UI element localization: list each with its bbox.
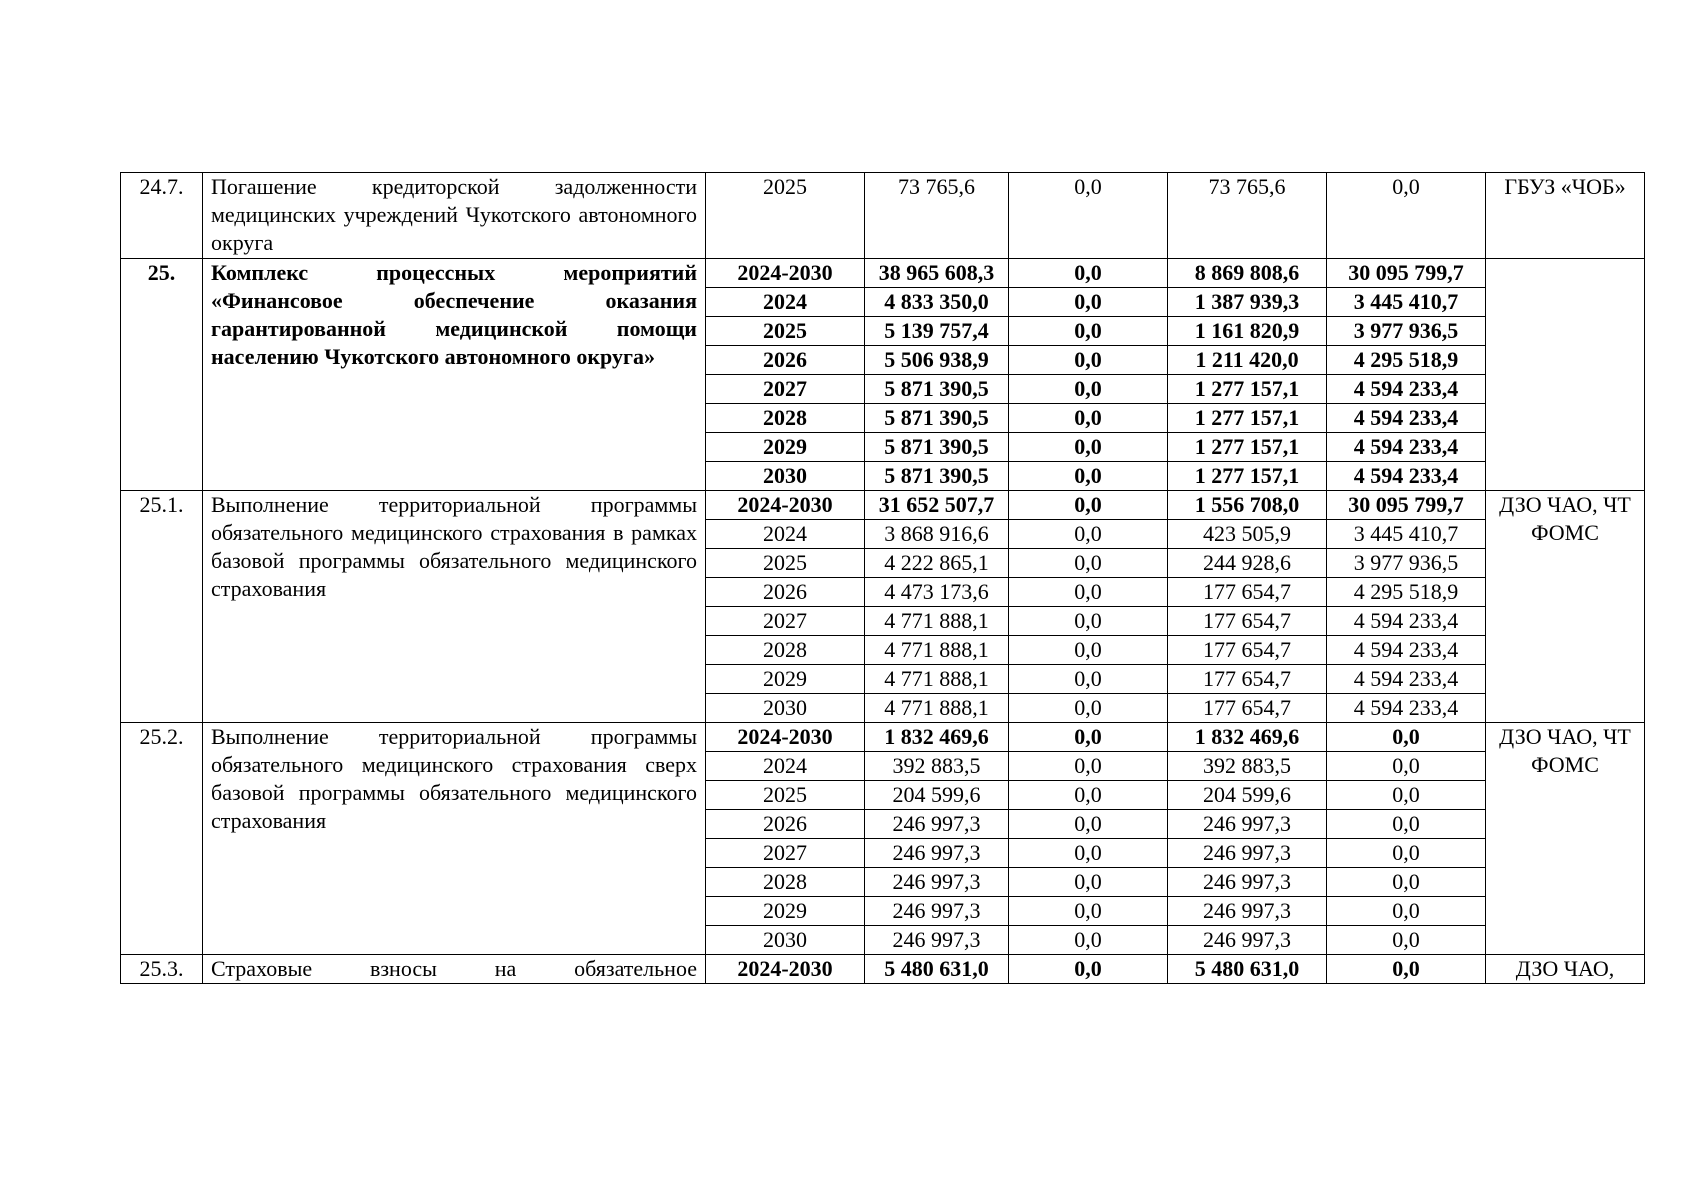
row-number: 25.1. (121, 491, 203, 723)
value-cell: 1 277 157,1 (1168, 433, 1327, 462)
value-cell: 4 295 518,9 (1327, 578, 1486, 607)
year-cell: 2024 (706, 752, 865, 781)
year-cell: 2024-2030 (706, 723, 865, 752)
total-cell: 31 652 507,7 (865, 491, 1009, 520)
total-cell: 5 139 757,4 (865, 317, 1009, 346)
value-cell: 3 977 936,5 (1327, 549, 1486, 578)
value-cell: 1 277 157,1 (1168, 462, 1327, 491)
responsible-org: ДЗО ЧАО, (1486, 955, 1645, 984)
year-cell: 2027 (706, 839, 865, 868)
total-cell: 4 771 888,1 (865, 665, 1009, 694)
total-cell: 246 997,3 (865, 897, 1009, 926)
value-cell: 0,0 (1327, 810, 1486, 839)
value-cell: 0,0 (1327, 173, 1486, 259)
value-cell: 4 594 233,4 (1327, 462, 1486, 491)
row-description: Выполнение территориальной программы обязательного медицинского страхования сверх базовой программы обязательного медицинского страхования (203, 723, 706, 955)
year-cell: 2028 (706, 868, 865, 897)
value-cell: 0,0 (1009, 433, 1168, 462)
year-cell: 2029 (706, 665, 865, 694)
total-cell: 5 871 390,5 (865, 462, 1009, 491)
value-cell: 204 599,6 (1168, 781, 1327, 810)
row-number: 25.3. (121, 955, 203, 984)
value-cell: 73 765,6 (1168, 173, 1327, 259)
value-cell: 0,0 (1009, 926, 1168, 955)
year-cell: 2025 (706, 781, 865, 810)
year-cell: 2027 (706, 375, 865, 404)
total-cell: 5 506 938,9 (865, 346, 1009, 375)
total-cell: 392 883,5 (865, 752, 1009, 781)
value-cell: 177 654,7 (1168, 694, 1327, 723)
row-number: 25. (121, 259, 203, 491)
responsible-org: ДЗО ЧАО, ЧТ ФОМС (1486, 491, 1645, 723)
value-cell: 0,0 (1009, 607, 1168, 636)
value-cell: 5 480 631,0 (1168, 955, 1327, 984)
value-cell: 0,0 (1009, 810, 1168, 839)
value-cell: 0,0 (1009, 636, 1168, 665)
value-cell: 1 556 708,0 (1168, 491, 1327, 520)
total-cell: 4 771 888,1 (865, 607, 1009, 636)
value-cell: 1 832 469,6 (1168, 723, 1327, 752)
total-cell: 5 871 390,5 (865, 433, 1009, 462)
value-cell: 246 997,3 (1168, 897, 1327, 926)
value-cell: 0,0 (1009, 346, 1168, 375)
value-cell: 0,0 (1009, 839, 1168, 868)
value-cell: 0,0 (1327, 868, 1486, 897)
value-cell: 177 654,7 (1168, 578, 1327, 607)
total-cell: 38 965 608,3 (865, 259, 1009, 288)
year-cell: 2026 (706, 346, 865, 375)
value-cell: 0,0 (1327, 723, 1486, 752)
value-cell: 0,0 (1327, 781, 1486, 810)
value-cell: 246 997,3 (1168, 810, 1327, 839)
year-cell: 2030 (706, 694, 865, 723)
year-cell: 2024 (706, 520, 865, 549)
responsible-org (1486, 259, 1645, 491)
value-cell: 0,0 (1009, 723, 1168, 752)
value-cell: 4 594 233,4 (1327, 636, 1486, 665)
responsible-org: ДЗО ЧАО, ЧТ ФОМС (1486, 723, 1645, 955)
value-cell: 0,0 (1009, 781, 1168, 810)
value-cell: 3 445 410,7 (1327, 288, 1486, 317)
total-cell: 4 473 173,6 (865, 578, 1009, 607)
year-cell: 2025 (706, 317, 865, 346)
value-cell: 3 445 410,7 (1327, 520, 1486, 549)
value-cell: 4 594 233,4 (1327, 433, 1486, 462)
total-cell: 246 997,3 (865, 926, 1009, 955)
value-cell: 1 387 939,3 (1168, 288, 1327, 317)
year-cell: 2024 (706, 288, 865, 317)
total-cell: 204 599,6 (865, 781, 1009, 810)
value-cell: 0,0 (1009, 520, 1168, 549)
table-row (121, 955, 1645, 984)
row-description: Погашение кредиторской задолженности медицинских учреждений Чукотского автономного округа (203, 173, 706, 259)
value-cell: 0,0 (1009, 955, 1168, 984)
responsible-org: ГБУЗ «ЧОБ» (1486, 173, 1645, 259)
year-cell: 2027 (706, 607, 865, 636)
value-cell: 246 997,3 (1168, 926, 1327, 955)
year-cell: 2030 (706, 462, 865, 491)
total-cell: 3 868 916,6 (865, 520, 1009, 549)
total-cell: 4 771 888,1 (865, 694, 1009, 723)
year-cell: 2026 (706, 578, 865, 607)
year-cell: 2024-2030 (706, 259, 865, 288)
value-cell: 0,0 (1009, 868, 1168, 897)
year-cell: 2026 (706, 810, 865, 839)
total-cell: 4 222 865,1 (865, 549, 1009, 578)
total-cell: 4 771 888,1 (865, 636, 1009, 665)
value-cell: 0,0 (1327, 839, 1486, 868)
total-cell: 5 871 390,5 (865, 404, 1009, 433)
value-cell: 177 654,7 (1168, 636, 1327, 665)
value-cell: 0,0 (1009, 491, 1168, 520)
value-cell: 0,0 (1009, 897, 1168, 926)
value-cell: 0,0 (1009, 694, 1168, 723)
value-cell: 4 594 233,4 (1327, 694, 1486, 723)
value-cell: 4 295 518,9 (1327, 346, 1486, 375)
value-cell: 1 277 157,1 (1168, 404, 1327, 433)
total-cell: 73 765,6 (865, 173, 1009, 259)
value-cell: 0,0 (1327, 955, 1486, 984)
year-cell: 2028 (706, 636, 865, 665)
value-cell: 4 594 233,4 (1327, 665, 1486, 694)
value-cell: 0,0 (1327, 752, 1486, 781)
total-cell: 5 480 631,0 (865, 955, 1009, 984)
year-cell: 2024-2030 (706, 955, 865, 984)
value-cell: 30 095 799,7 (1327, 259, 1486, 288)
value-cell: 0,0 (1009, 288, 1168, 317)
value-cell: 246 997,3 (1168, 839, 1327, 868)
total-cell: 246 997,3 (865, 839, 1009, 868)
value-cell: 0,0 (1009, 404, 1168, 433)
value-cell: 392 883,5 (1168, 752, 1327, 781)
value-cell: 177 654,7 (1168, 665, 1327, 694)
value-cell: 4 594 233,4 (1327, 404, 1486, 433)
value-cell: 1 277 157,1 (1168, 375, 1327, 404)
value-cell: 244 928,6 (1168, 549, 1327, 578)
value-cell: 0,0 (1009, 259, 1168, 288)
value-cell: 0,0 (1327, 897, 1486, 926)
table-row (121, 259, 1645, 288)
value-cell: 177 654,7 (1168, 607, 1327, 636)
row-number: 25.2. (121, 723, 203, 955)
value-cell: 1 211 420,0 (1168, 346, 1327, 375)
row-description: Страховые взносы на обязательное (203, 955, 706, 984)
total-cell: 5 871 390,5 (865, 375, 1009, 404)
value-cell: 0,0 (1327, 926, 1486, 955)
value-cell: 0,0 (1009, 752, 1168, 781)
value-cell: 423 505,9 (1168, 520, 1327, 549)
year-cell: 2025 (706, 173, 865, 259)
table-row (121, 173, 1645, 259)
value-cell: 4 594 233,4 (1327, 607, 1486, 636)
total-cell: 1 832 469,6 (865, 723, 1009, 752)
year-cell: 2025 (706, 549, 865, 578)
value-cell: 0,0 (1009, 578, 1168, 607)
row-description: Выполнение территориальной программы обязательного медицинского страхования в рамках базовой программы обязательного медицинского страхования (203, 491, 706, 723)
value-cell: 0,0 (1009, 549, 1168, 578)
year-cell: 2024-2030 (706, 491, 865, 520)
value-cell: 246 997,3 (1168, 868, 1327, 897)
year-cell: 2028 (706, 404, 865, 433)
value-cell: 3 977 936,5 (1327, 317, 1486, 346)
value-cell: 0,0 (1009, 665, 1168, 694)
value-cell: 0,0 (1009, 462, 1168, 491)
value-cell: 0,0 (1009, 317, 1168, 346)
total-cell: 246 997,3 (865, 868, 1009, 897)
year-cell: 2030 (706, 926, 865, 955)
value-cell: 8 869 808,6 (1168, 259, 1327, 288)
total-cell: 4 833 350,0 (865, 288, 1009, 317)
value-cell: 1 161 820,9 (1168, 317, 1327, 346)
row-number: 24.7. (121, 173, 203, 259)
table-row (121, 491, 1645, 520)
value-cell: 4 594 233,4 (1327, 375, 1486, 404)
year-cell: 2029 (706, 433, 865, 462)
total-cell: 246 997,3 (865, 810, 1009, 839)
year-cell: 2029 (706, 897, 865, 926)
value-cell: 0,0 (1009, 173, 1168, 259)
table-row (121, 723, 1645, 752)
row-description: Комплекс процессных мероприятий «Финансовое обеспечение оказания гарантированной медицинской помощи населению Чукотского автономного округа» (203, 259, 706, 491)
funding-table (120, 172, 1645, 984)
value-cell: 0,0 (1009, 375, 1168, 404)
value-cell: 30 095 799,7 (1327, 491, 1486, 520)
